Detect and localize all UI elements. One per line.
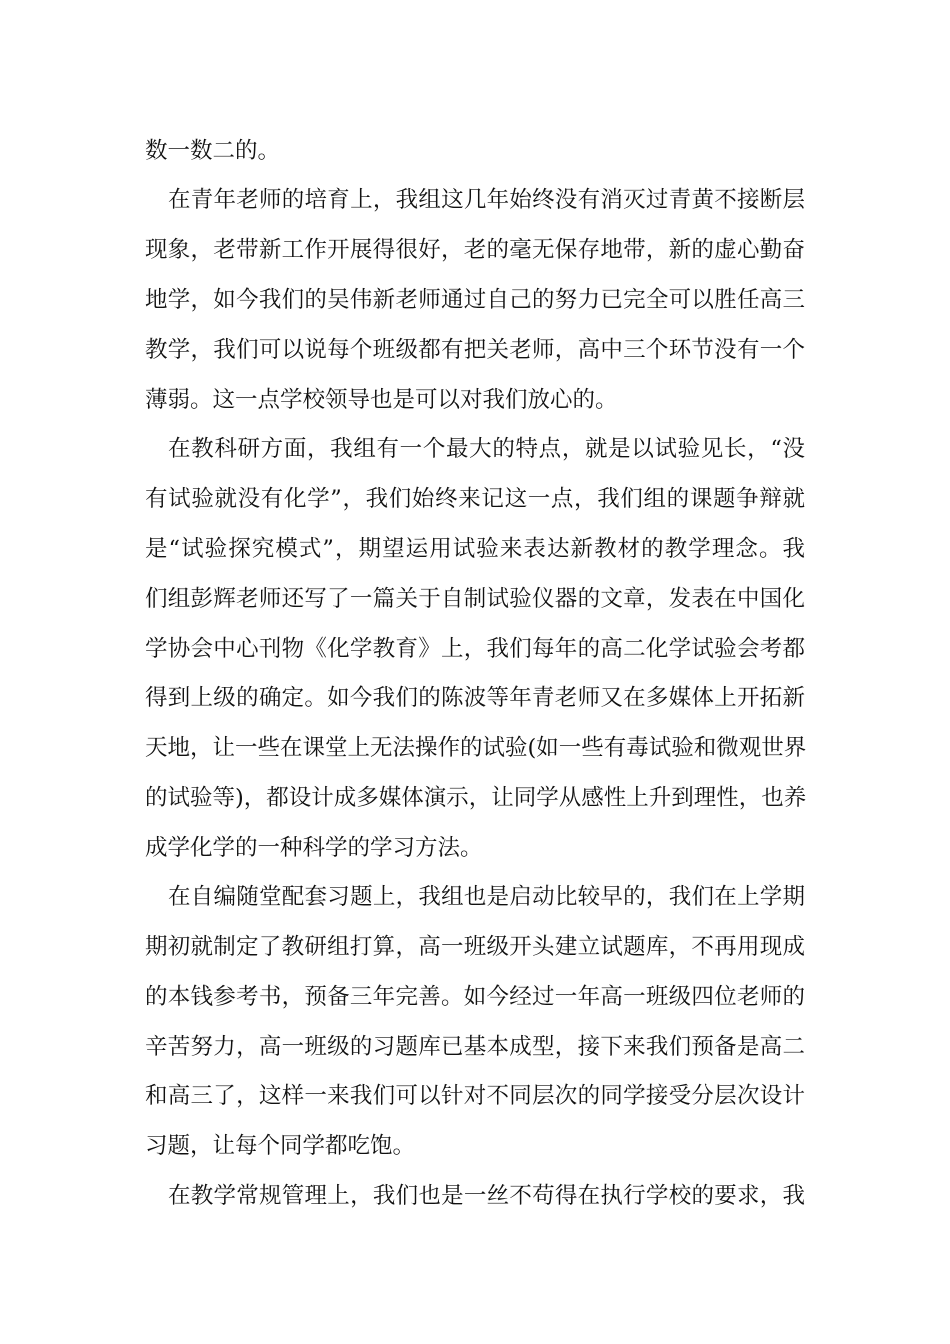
text-line: 有试验就没有化学”，我们始终来记这一点，我们组的课题争辩就 [145,486,805,512]
text-line: 成学化学的一种科学的学习方法。 [145,835,483,861]
text-line: 们组彭辉老师还写了一篇关于自制试验仪器的文章，发表在中国化 [145,586,805,612]
text-line: 学协会中心刊物《化学教育》上，我们每年的高二化学试验会考都 [145,636,805,662]
text-line: 和高三了，这样一来我们可以针对不同层次的同学接受分层次设计 [145,1083,805,1109]
text-line: 在教学常规管理上，我们也是一丝不苟得在执行学校的要求，我 [168,1183,805,1209]
text-line: 薄弱。这一点学校领导也是可以对我们放心的。 [145,387,618,413]
text-line: 得到上级的确定。如今我们的陈波等年青老师又在多媒体上开拓新 [145,685,805,711]
text-line: 在青年老师的培育上，我组这几年始终没有消灭过青黄不接断层 [168,187,805,213]
text-line: 期初就制定了教研组打算，高一班级开头建立试题库，不再用现成 [145,934,805,960]
text-line: 天地，让一些在课堂上无法操作的试验(如一些有毒试验和微观世界 [145,735,807,761]
text-line: 的试验等)，都设计成多媒体演示，让同学从感性上升到理性，也养 [145,785,807,811]
text-line: 辛苦努力，高一班级的习题库已基本成型，接下来我们预备是高二 [145,1034,805,1060]
text-line: 数一数二的。 [145,138,281,164]
text-line: 地学，如今我们的吴伟新老师通过自己的努力已完全可以胜任高三 [145,287,805,313]
text-line: 在自编随堂配套习题上，我组也是启动比较早的，我们在上学期 [168,884,805,910]
text-line: 是“试验探究模式”，期望运用试验来表达新教材的教学理念。我 [145,536,805,562]
text-line: 在教科研方面，我组有一个最大的特点，就是以试验见长，“没 [168,436,805,462]
text-line: 的本钱参考书，预备三年完善。如今经过一年高一班级四位老师的 [145,984,805,1010]
text-line: 教学，我们可以说每个班级都有把关老师，高中三个环节没有一个 [145,337,805,363]
text-line: 习题，让每个同学都吃饱。 [145,1133,416,1159]
text-line: 现象，老带新工作开展得很好，老的毫无保存地带，新的虚心勤奋 [145,237,805,263]
